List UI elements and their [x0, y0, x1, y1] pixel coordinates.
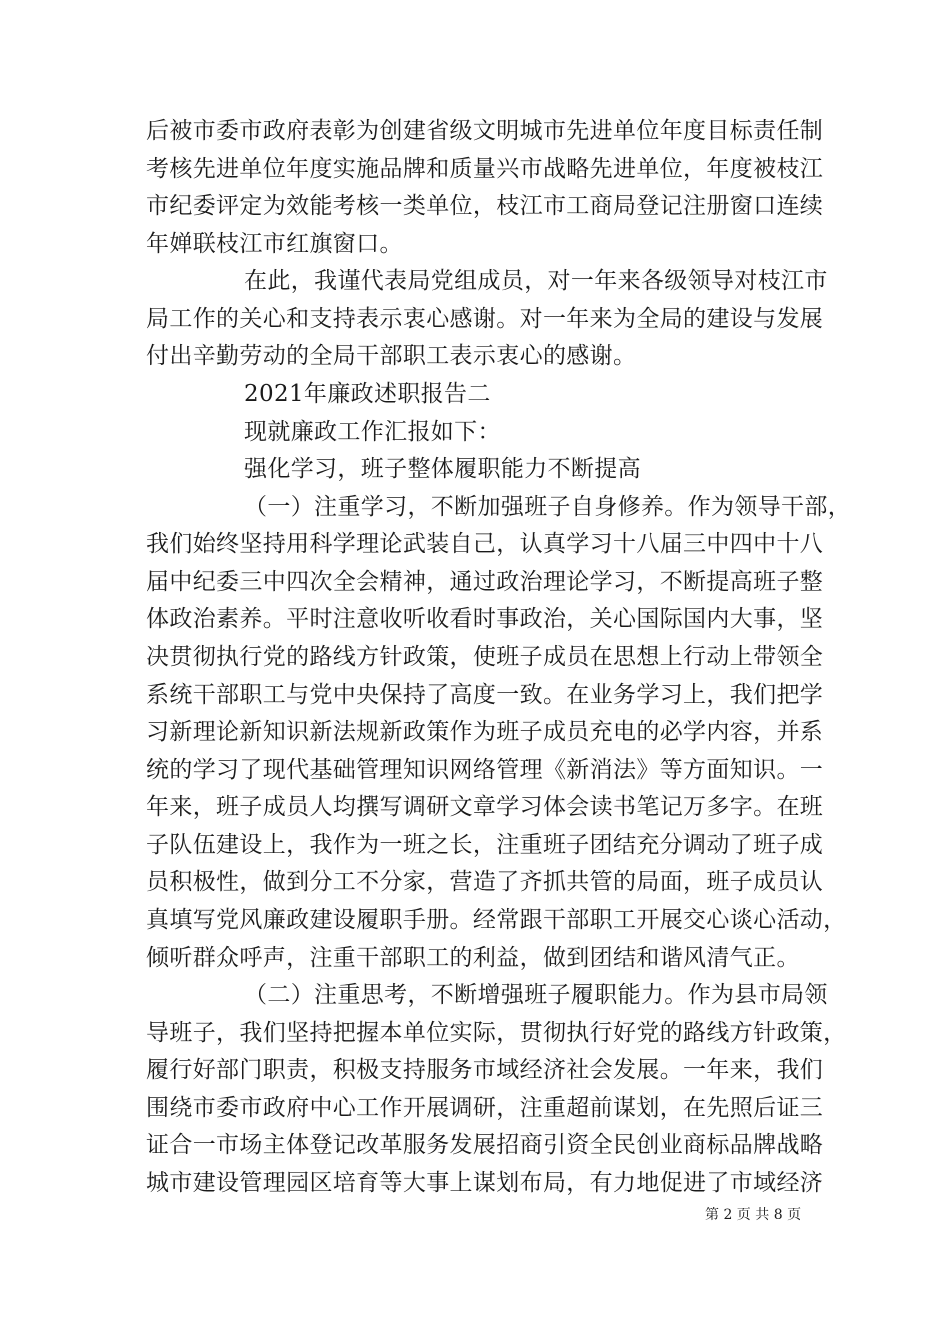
body-line: 真填写党风廉政建设履职手册。经常跟干部职工开展交心谈心活动， — [146, 907, 847, 933]
body-line: 习新理论新知识新法规新政策作为班子成员充电的必学内容，并系 — [146, 719, 824, 745]
body-line: 统的学习了现代基础管理知识网络管理《新消法》等方面知识。一 — [146, 757, 824, 783]
body-line: 员积极性，做到分工不分家，营造了齐抓共管的局面，班子成员认 — [146, 869, 824, 895]
body-line: 体政治素养。平时注意收听收看时事政治，关心国际国内大事，坚 — [146, 606, 824, 632]
body-line: 市纪委评定为效能考核一类单位，枝江市工商局登记注册窗口连续 — [146, 193, 824, 219]
body-line: 局工作的关心和支持表示衷心感谢。对一年来为全局的建设与发展 — [146, 306, 824, 332]
section-title: 2021年廉政述职报告二 — [244, 381, 491, 407]
body-line: 后被市委市政府表彰为创建省级文明城市先进单位年度目标责任制 — [146, 118, 824, 144]
paragraph-start-line: （二）注重思考，不断增强班子履职能力。作为县市局领 — [244, 982, 828, 1008]
body-line: 年婵联枝江市红旗窗口。 — [146, 231, 403, 257]
body-line: 证合一市场主体登记改革服务发展招商引资全民创业商标品牌战略 — [146, 1132, 824, 1158]
body-line: 届中纪委三中四次全会精神，通过政治理论学习，不断提高班子整 — [146, 569, 824, 595]
body-line: 子队伍建设上，我作为一班之长，注重班子团结充分调动了班子成 — [146, 832, 824, 858]
body-line: 我们始终坚持用科学理论武装自己，认真学习十八届三中四中十八 — [146, 531, 824, 557]
body-line: 倾听群众呼声，注重干部职工的利益，做到团结和谐风清气正。 — [146, 945, 800, 971]
body-line: 履行好部门职责，积极支持服务市域经济社会发展。一年来，我们 — [146, 1057, 824, 1083]
body-line: 决贯彻执行党的路线方针政策，使班子成员在思想上行动上带领全 — [146, 644, 824, 670]
body-line: 城市建设管理园区培育等大事上谋划布局，有力地促进了市域经济 — [146, 1170, 824, 1196]
paragraph-start-line: 现就廉政工作汇报如下： — [244, 419, 501, 445]
body-line: 年来，班子成员人均撰写调研文章学习体会读书笔记万多字。在班 — [146, 794, 824, 820]
body-line: 围绕市委市政府中心工作开展调研，注重超前谋划，在先照后证三 — [146, 1095, 824, 1121]
body-line: 付出辛勤劳动的全局干部职工表示衷心的感谢。 — [146, 343, 637, 369]
paragraph-start-line: 在此，我谨代表局党组成员，对一年来各级领导对枝江市 — [244, 268, 828, 294]
body-line: 系统干部职工与党中央保持了高度一致。在业务学习上，我们把学 — [146, 682, 824, 708]
page-number: 第 2 页 共 8 页 — [705, 1207, 802, 1223]
paragraph-start-line: （一）注重学习，不断加强班子自身修养。作为领导干部， — [244, 494, 852, 520]
section-heading: 强化学习，班子整体履职能力不断提高 — [244, 456, 641, 482]
body-line: 导班子，我们坚持把握本单位实际，贯彻执行好党的路线方针政策， — [146, 1020, 847, 1046]
body-line: 考核先进单位年度实施品牌和质量兴市战略先进单位，年度被枝江 — [146, 156, 824, 182]
